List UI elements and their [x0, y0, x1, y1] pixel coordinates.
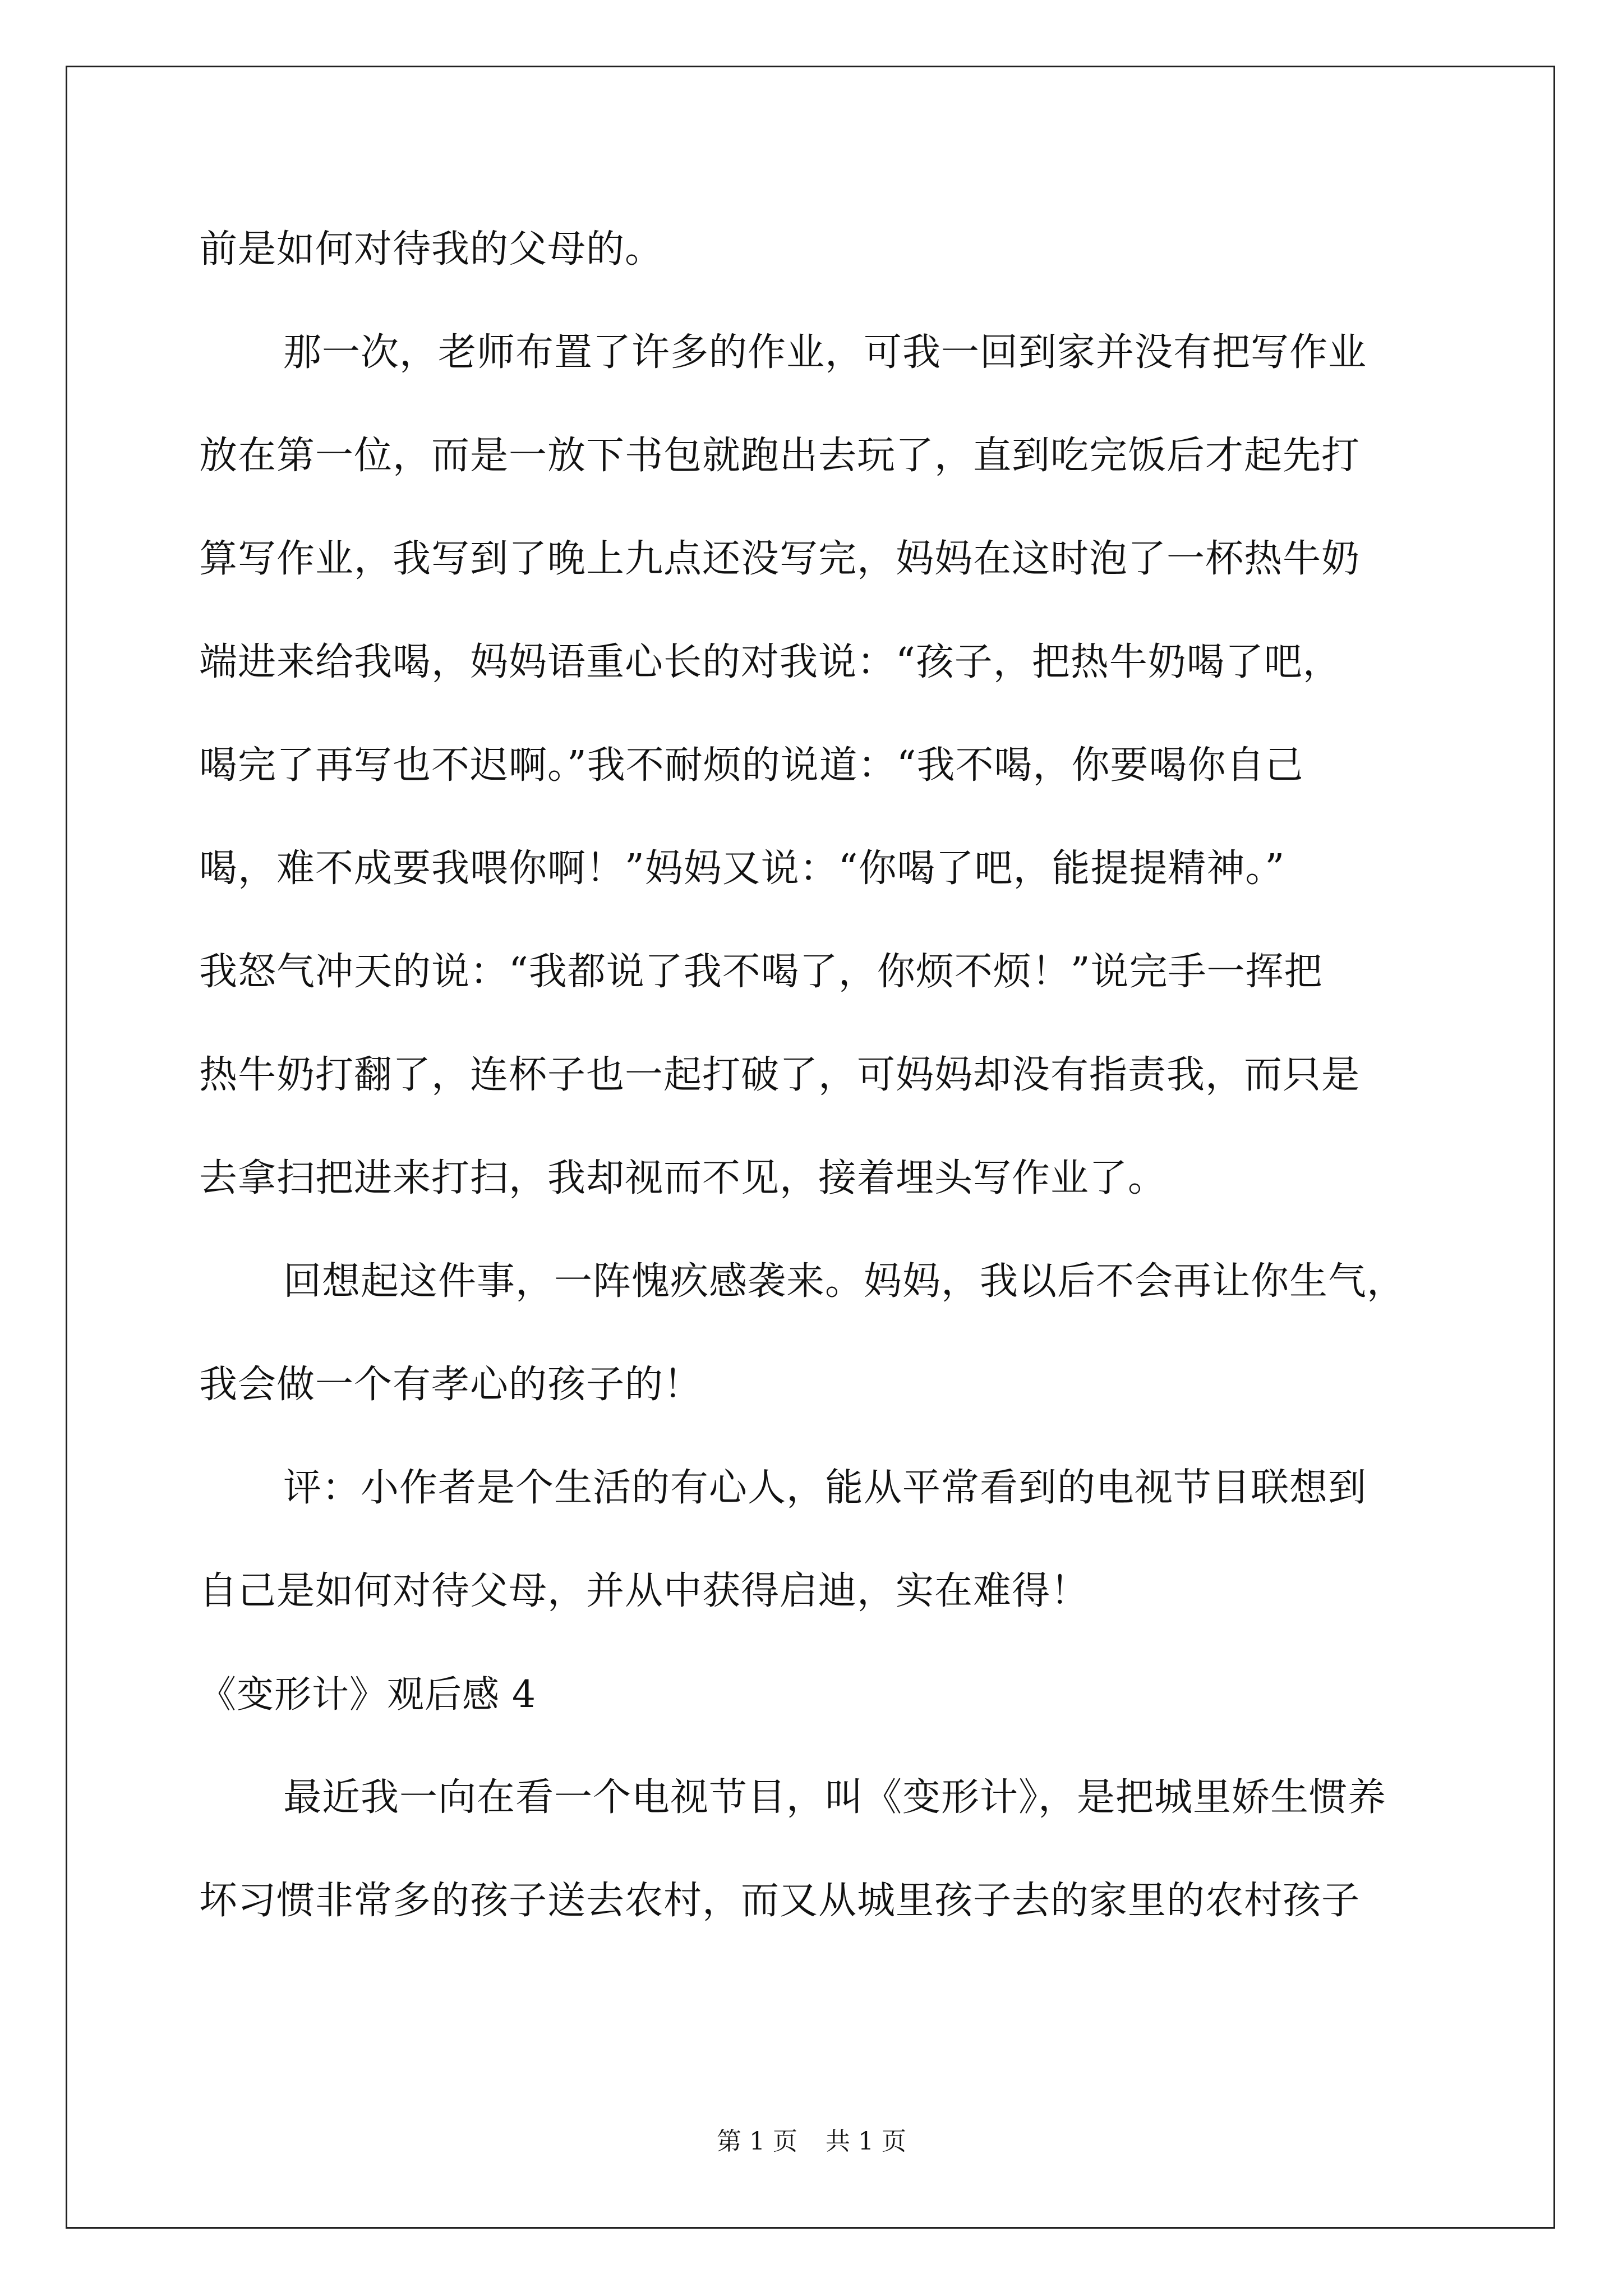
- section-heading: 《变形计》观后感 4: [199, 1673, 536, 1716]
- text-line: 喝，难不成要我喂你啊！”妈妈又说：“你喝了吧，能提提精神。”: [199, 846, 1285, 891]
- text-line: 我怒气冲天的说：“我都说了我不喝了，你烦不烦！”说完手一挥把: [199, 950, 1323, 994]
- page-total: 共 1 页: [826, 2127, 906, 2156]
- text-line: 前是如何对待我的父母的。: [199, 227, 664, 272]
- text-line: 我会做一个有孝心的孩子的！: [199, 1363, 703, 1407]
- paragraph-start-line: 回想起这件事，一阵愧疚感袭来。妈妈，我以后不会再让你生气，: [283, 1259, 1406, 1304]
- text-line: 喝完了再写也不迟啊。”我不耐烦的说道：“我不喝，你要喝你自己: [199, 743, 1304, 788]
- text-line: 坏习惯非常多的孩子送去农村，而又从城里孩子去的家里的农村孩子: [199, 1879, 1361, 1923]
- page-number: 第 1 页: [717, 2127, 797, 2156]
- text-line: 自己是如何对待父母，并从中获得启迪，实在难得！: [199, 1569, 1090, 1613]
- page-footer: [0, 2126, 1623, 2157]
- text-line: 端进来给我喝，妈妈语重心长的对我说：“孩子，把热牛奶喝了吧，: [199, 640, 1341, 684]
- text-line: 热牛奶打翻了，连杯子也一起打破了，可妈妈却没有指责我，而只是: [199, 1053, 1361, 1097]
- comment-line: 评：小作者是个生活的有心人，能从平常看到的电视节目联想到: [283, 1466, 1367, 1510]
- text-line: 算写作业，我写到了晚上九点还没写完，妈妈在这时泡了一杯热牛奶: [199, 537, 1361, 581]
- paragraph-start-line: 最近我一向在看一个电视节目，叫《变形计》，是把城里娇生惯养: [283, 1775, 1387, 1820]
- paragraph-start-line: 那一次，老师布置了许多的作业，可我一回到家并没有把写作业: [283, 330, 1367, 375]
- text-line: 放在第一位，而是一放下书包就跑出去玩了，直到吃完饭后才起先打: [199, 434, 1361, 478]
- text-line: 去拿扫把进来打扫，我却视而不见，接着埋头写作业了。: [199, 1156, 1167, 1200]
